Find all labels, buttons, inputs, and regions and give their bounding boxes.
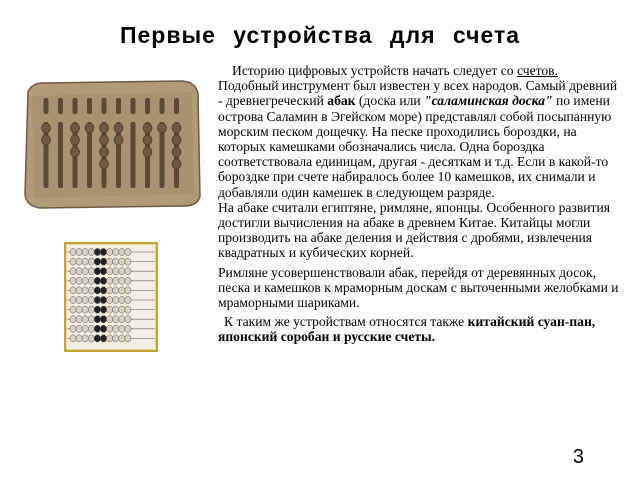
body-text [218,63,620,345]
pebble [100,135,109,145]
abacus-bead [70,316,76,323]
paragraph-romans: Римляне усовершенствовали абак, перейдя от деревянных досок, песка и камешков к мраморным доскам с выточенными желобками и мраморными шариками. [218,264,619,311]
abacus-bead [70,296,76,303]
pebble [172,159,181,169]
abacus-bead [125,335,131,342]
pebble [172,135,181,145]
abacus-bead [107,258,113,265]
abacus-bead [119,306,125,313]
abacus-bead [94,335,100,342]
abacus-bead [76,306,82,313]
abacus-bead [88,325,94,332]
abacus-bead [88,306,94,313]
board-groove-upper [102,98,107,114]
abacus-bead [88,335,94,342]
abacus-bead [70,335,76,342]
abacus-bead [94,287,100,294]
abacus-bead [76,325,82,332]
board-groove-upper [145,98,150,114]
abacus-bead [107,316,113,323]
abacus-bead [82,258,88,265]
wooden-abacus-image [64,242,158,352]
abacus-bead [94,325,100,332]
abacus-bead [113,296,119,303]
abacus-bead [88,258,94,265]
term-devices: китайский суан-пан, японский соробан и русские счеты. [218,314,596,345]
abacus-bead [70,325,76,332]
abacus-bead [119,316,125,323]
abacus-bead [125,325,131,332]
abacus-bead [82,306,88,313]
abacus-bead [100,277,106,284]
abacus-bead [82,325,88,332]
abacus-bead [100,248,106,255]
paragraph-history [218,63,620,200]
abacus-bead [88,248,94,255]
paragraph-similar-devices [218,314,620,344]
ancient-abacus-board-image [22,78,202,210]
abacus-bead [107,277,113,284]
abacus-bead [119,325,125,332]
abacus-bead [76,268,82,275]
abacus-bead [119,268,125,275]
abacus-bead [100,316,106,323]
text-run: (доска или [355,93,425,109]
abacus-bead [82,296,88,303]
abacus-bead [88,296,94,303]
abacus-bead [94,268,100,275]
pebble [114,135,123,145]
abacus-bead [113,316,119,323]
pebble [143,123,152,133]
pebble [172,123,181,133]
abacus-bead [125,258,131,265]
abacus-bead [113,258,119,265]
abacus-bead [107,268,113,275]
abacus-bead [82,248,88,255]
board-groove-upper [87,98,92,114]
abacus-bead [125,306,131,313]
abacus-bead [82,335,88,342]
abacus-bead [113,268,119,275]
abacus-bead [100,258,106,265]
abacus-bead [125,248,131,255]
pebble [100,159,109,169]
pebble [71,123,80,133]
abacus-bead [94,248,100,255]
abacus-bead [119,335,125,342]
abacus-bead [82,316,88,323]
pebble [158,123,167,133]
abacus-bead [82,268,88,275]
board-groove-lower [58,122,63,188]
term-salamin-board: "саламинская доска" [424,93,553,109]
pebble [42,135,51,145]
text-run: Историю цифровых устройств начать следует со [232,63,517,78]
abacus-bead [113,248,119,255]
abacus-bead [119,296,125,303]
abacus-bead [107,325,113,332]
abacus-bead [113,277,119,284]
abacus-bead [113,306,119,313]
abacus-bead [88,316,94,323]
abacus-bead [107,306,113,313]
abacus-bead [100,268,106,275]
pebble [114,123,123,133]
abacus-bead [94,277,100,284]
board-groove-upper [131,98,136,114]
pebble [71,147,80,157]
abacus-bead [113,325,119,332]
abacus-bead [100,296,106,303]
abacus-bead [88,277,94,284]
abacus-bead [100,325,106,332]
abacus-bead [125,296,131,303]
text-run: К таким же устройствам относятся также [224,314,468,330]
abacus-bead [76,296,82,303]
abacus-bead [125,287,131,294]
pebble [71,135,80,145]
abacus-bead [94,316,100,323]
pebble [143,147,152,157]
abacus-bead [82,277,88,284]
term-abak: абак [327,93,356,109]
abacus-bead [100,287,106,294]
text-run: Подобный инструмент был известен у всех народов. Самый древний - древнегреческий [218,78,618,109]
link-schetov[interactable]: счетов. [516,63,558,78]
abacus-bead [76,277,82,284]
pebble [42,123,51,133]
abacus-bead [76,248,82,255]
abacus-bead [107,287,113,294]
abacus-bead [119,258,125,265]
pebble [172,147,181,157]
abacus-bead [94,306,100,313]
pebble [85,123,94,133]
abacus-bead [88,287,94,294]
pebble [143,135,152,145]
abacus-bead [70,306,76,313]
abacus-bead [76,335,82,342]
abacus-bead [70,248,76,255]
abacus-bead [113,287,119,294]
abacus-bead [119,248,125,255]
abacus-bead [88,268,94,275]
abacus-bead [107,248,113,255]
abacus-bead [76,316,82,323]
abacus-bead [70,268,76,275]
abacus-bead [76,287,82,294]
pebble [100,123,109,133]
board-groove-upper [44,98,49,114]
abacus-bead [125,268,131,275]
abacus-bead [119,277,125,284]
paragraph-users: На абаке считали египтяне, римляне, японцы. Особенного развития достигли вычисления на абаке в древнем Китае. Китайцы могли производить на абаке деления и действия с дробями, извлечения квадратных и кубических корней. [218,199,610,261]
abacus-bead [100,306,106,313]
board-groove-lower [131,122,136,188]
abacus-bead [94,296,100,303]
abacus-bead [125,316,131,323]
abacus-bead [113,335,119,342]
board-groove-upper [160,98,165,114]
board-groove-upper [174,98,179,114]
abacus-bead [107,335,113,342]
abacus-bead [100,335,106,342]
pebble [100,147,109,157]
abacus-bead [94,258,100,265]
abacus-bead [125,277,131,284]
abacus-bead [76,258,82,265]
board-groove-upper [73,98,78,114]
board-groove-upper [116,98,121,114]
abacus-bead [70,258,76,265]
slide-title: Первые устройства для счета [119,22,521,48]
abacus-bead [119,287,125,294]
page-number: 3 [572,446,584,468]
text-run: по имени острова Саламин в Эгейском море) представлял собой посыпанную морским песком дощечку. На песке проходились бороздки, на которых камешками обозначались числа. Одна бороздка соответствовала единицам, другая - десяткам и т.д. Если в какой-то бороздке при счете набиралось более 10 камешков, их снимали и добавляли один камешек в следующем разряде. [218,93,612,200]
abacus-bead [70,287,76,294]
abacus-bead [70,277,76,284]
board-groove-upper [58,98,63,114]
abacus-bead [82,287,88,294]
abacus-bead [107,296,113,303]
